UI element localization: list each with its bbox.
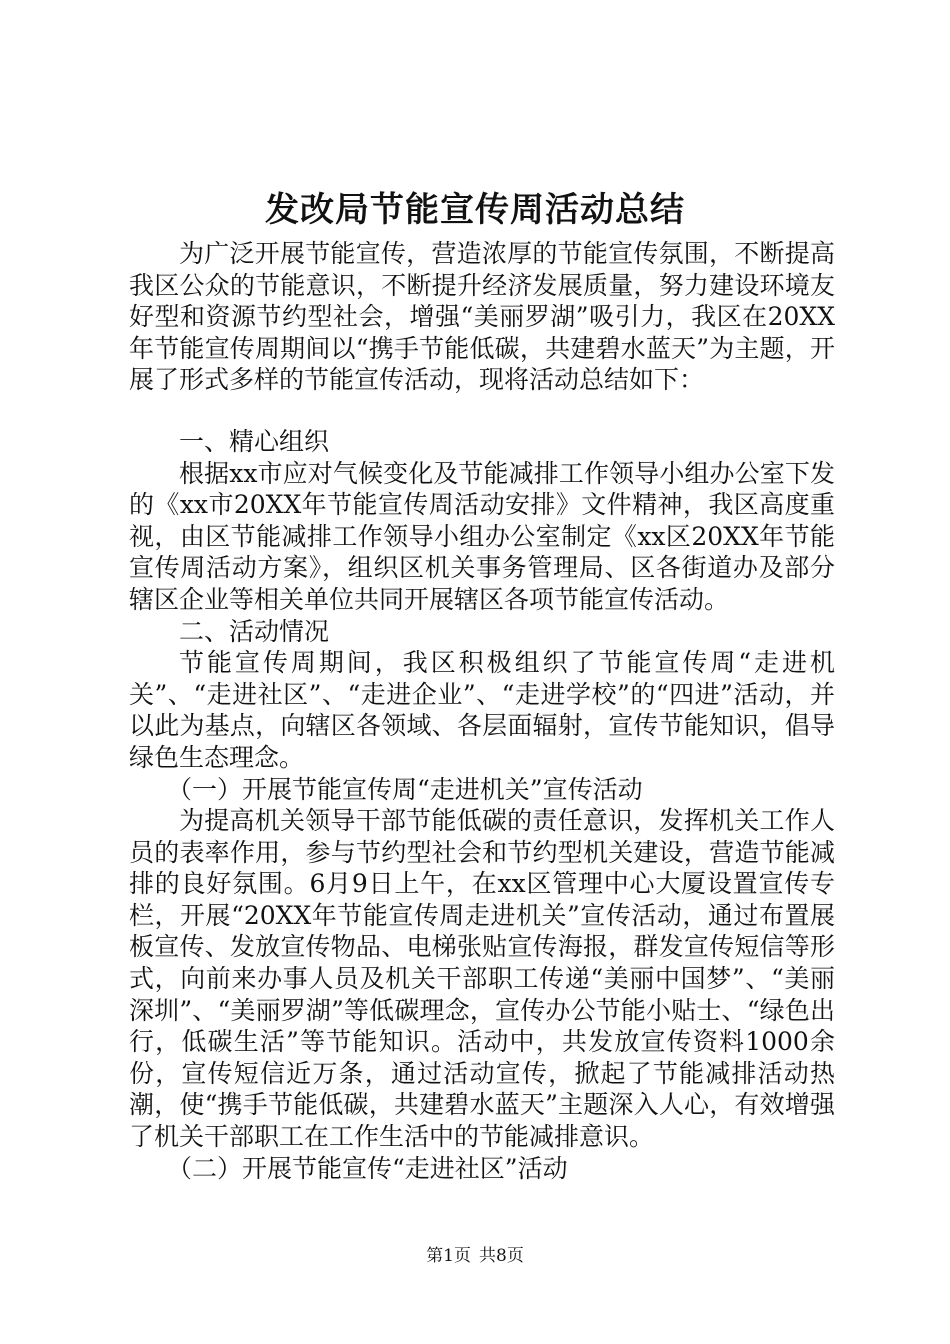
section-heading-organize: 一、精心组织 xyxy=(179,426,330,456)
organize-paragraph: 根据xx市应对气候变化及节能减排工作领导小组办公室下发的《xx市20XX年节能宣传周活动安排》文件精神，我区高度重视，由区节能减排工作领导小组办公室制定《xx区20XX年节能宣传周活动方案》，组织区机关事务管理局、区各街道办及部分辖区企业等相关单位共同开展辖区各项节能宣传活动。 xyxy=(129,458,835,614)
document-title: 发改局节能宣传周活动总结 xyxy=(265,190,685,230)
document-body xyxy=(129,238,835,1184)
section-heading-activities: 二、活动情况 xyxy=(179,616,330,646)
subsection-heading-agencies: （一）开展节能宣传周“走进机关”宣传活动 xyxy=(167,774,643,804)
agencies-paragraph: 为提高机关领导干部节能低碳的责任意识，发挥机关工作人员的表率作用，参与节约型社会和节约型机关建设，营造节能减排的良好氛围。6月9日上午，在xx区管理中心大厦设置宣传专栏，开展“20XX年节能宣传周走进机关”宣传活动，通过布置展板宣传、发放宣传物品、电梯张贴宣传海报，群发宣传短信等形式，向前来办事人员及机关干部职工传递“美丽中国梦”、“美丽深圳”、“美丽罗湖”等低碳理念，宣传办公节能小贴士、“绿色出行，低碳生活”等节能知识。活动中，共发放宣传资料1000余份，宣传短信近万条，通过活动宣传，掀起了节能减排活动热潮，使“携手节能低碳，共建碧水蓝天”主题深入人心，有效增强了机关干部职工在工作生活中的节能减排意识。 xyxy=(129,806,835,1152)
page-footer xyxy=(0,1244,950,1268)
page-number: 第1页 xyxy=(426,1246,471,1266)
activities-paragraph: 节能宣传周期间，我区积极组织了节能宣传周“走进机关”、“走进社区”、“走进企业”、“走进学校”的“四进”活动，并以此为基点，向辖区各领域、各层面辐射，宣传节能知识，倡导绿色生态理念。 xyxy=(129,648,835,772)
paragraph-gap xyxy=(129,396,835,426)
intro-paragraph: 为广泛开展节能宣传，营造浓厚的节能宣传氛围，不断提高我区公众的节能意识，不断提升经济发展质量，努力建设环境友好型和资源节约型社会，增强“美丽罗湖”吸引力，我区在20XX年节能宣传周期间以“携手节能低碳，共建碧水蓝天”为主题，开展了形式多样的节能宣传活动，现将活动总结如下： xyxy=(129,239,835,395)
page-total: 共8页 xyxy=(479,1246,524,1266)
subsection-heading-community: （二）开展节能宣传“走进社区”活动 xyxy=(167,1153,568,1183)
